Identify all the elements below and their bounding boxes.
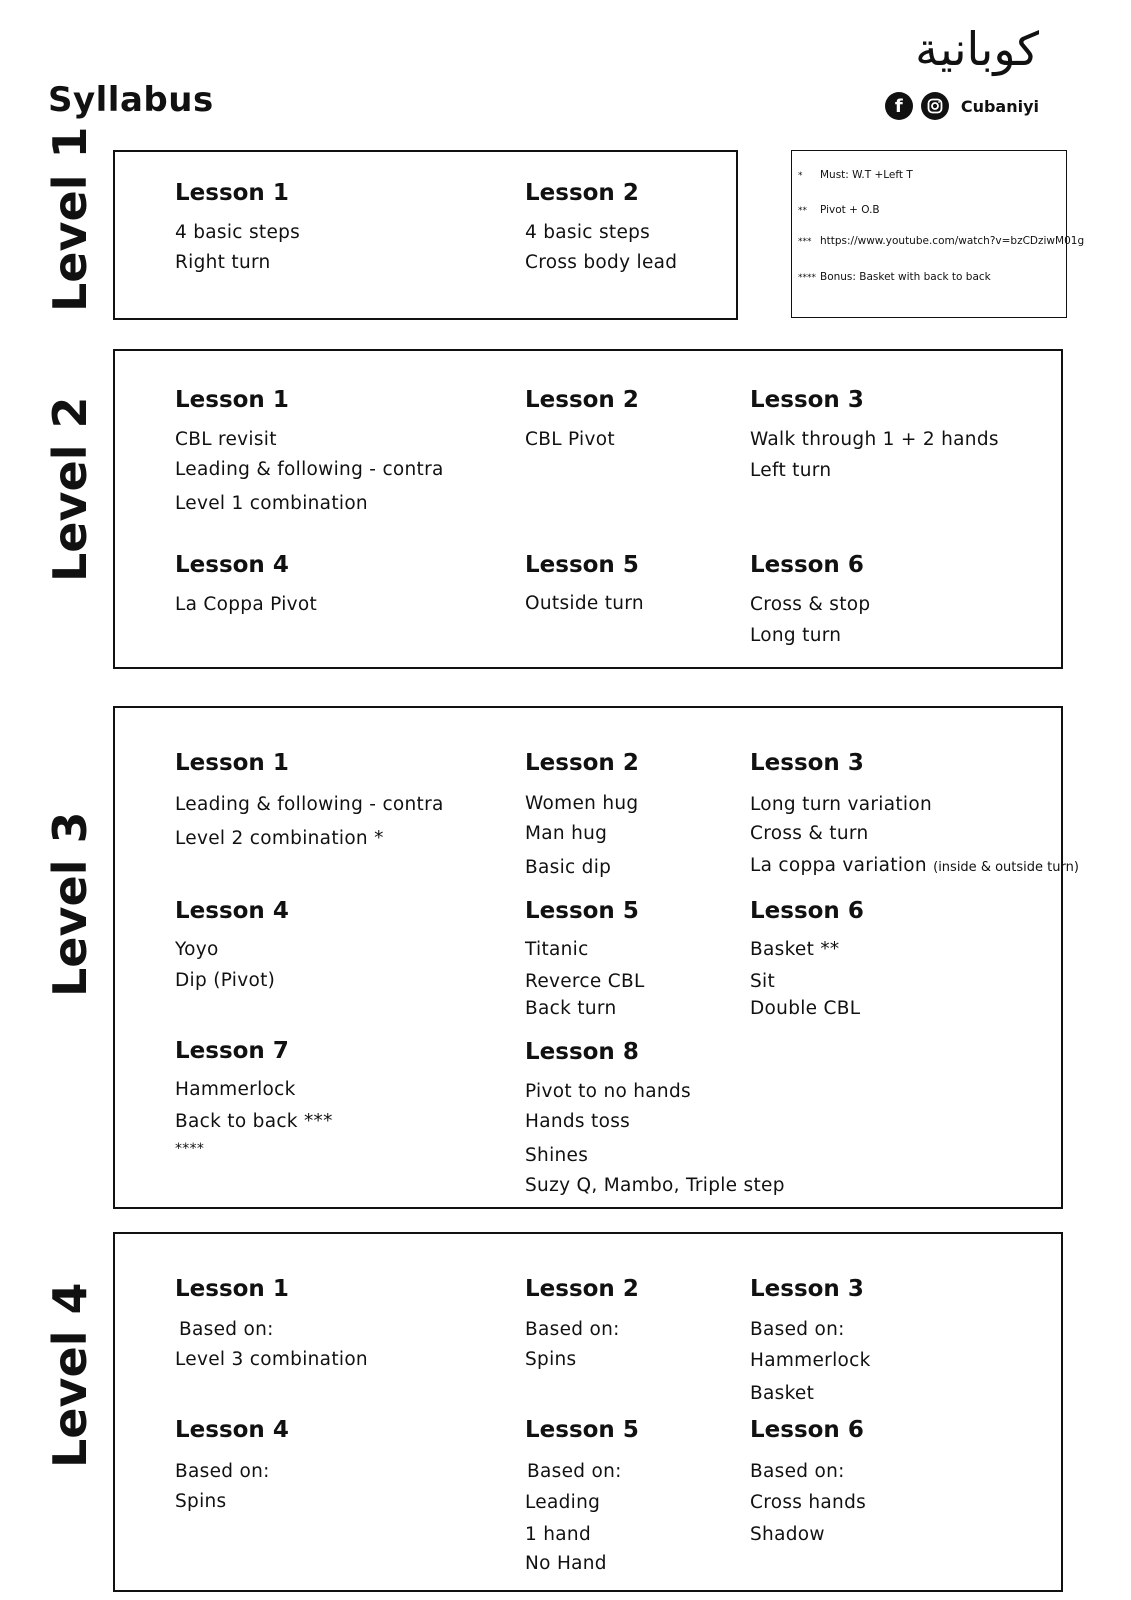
level-2-label: Level 2 bbox=[43, 396, 97, 582]
lesson-item: Reverce CBL bbox=[525, 971, 645, 992]
lesson-item: Hammerlock bbox=[175, 1079, 296, 1100]
lesson-title: Lesson 1 bbox=[175, 750, 289, 776]
lesson-item: Hammerlock bbox=[750, 1350, 871, 1371]
footnote-text: Bonus: Basket with back to back bbox=[820, 271, 991, 283]
lesson-item: Left turn bbox=[750, 460, 832, 481]
lesson-title: Lesson 8 bbox=[525, 1039, 639, 1065]
footnote-link[interactable]: https://www.youtube.com/watch?v=bzCDziwM01g bbox=[820, 235, 1085, 247]
lesson-item: Titanic bbox=[525, 939, 589, 960]
lesson-item: Basket ** bbox=[750, 939, 840, 960]
lesson-title: Lesson 1 bbox=[175, 1276, 289, 1302]
social-handle[interactable]: Cubaniyi bbox=[960, 96, 1039, 116]
lesson-item: Hands toss bbox=[525, 1111, 631, 1132]
lesson-item: **** bbox=[175, 1141, 205, 1157]
lesson-item: Basket bbox=[750, 1383, 815, 1404]
lesson-item: Dip (Pivot) bbox=[175, 970, 276, 991]
level-3-label: Level 3 bbox=[43, 811, 97, 997]
social-links bbox=[885, 92, 1039, 120]
lesson-item: 4 basic steps bbox=[525, 222, 651, 243]
lesson-item: Based on: bbox=[179, 1319, 274, 1340]
lesson-item: Man hug bbox=[525, 823, 608, 844]
lesson-item: 1 hand bbox=[525, 1524, 591, 1545]
lesson-item: Back to back *** bbox=[175, 1111, 333, 1132]
lesson-item: La coppa variation bbox=[750, 855, 927, 876]
lesson-title: Lesson 4 bbox=[175, 552, 289, 578]
lesson-item: Level 1 combination bbox=[175, 493, 368, 514]
lesson-item: CBL Pivot bbox=[525, 429, 615, 450]
lesson-item: Spins bbox=[525, 1349, 577, 1370]
brand-block bbox=[859, 22, 1039, 122]
lesson-item: Based on: bbox=[527, 1461, 622, 1482]
footnote-mark: **** bbox=[798, 273, 816, 283]
lesson-title: Lesson 2 bbox=[525, 387, 639, 413]
level-1-label: Level 1 bbox=[43, 126, 97, 312]
lesson-item: Leading bbox=[525, 1492, 601, 1513]
lesson-item: Long turn bbox=[750, 625, 842, 646]
lesson-title: Lesson 5 bbox=[525, 898, 639, 924]
lesson-item: Based on: bbox=[525, 1319, 620, 1340]
lesson-item: 4 basic steps bbox=[175, 222, 301, 243]
lesson-item: CBL revisit bbox=[175, 429, 277, 450]
lesson-title: Lesson 7 bbox=[175, 1038, 289, 1064]
lesson-title: Lesson 1 bbox=[175, 387, 289, 413]
lesson-title: Lesson 5 bbox=[525, 552, 639, 578]
brand-logo-arabic: كوبانية bbox=[915, 22, 1039, 76]
lesson-item: Pivot to no hands bbox=[525, 1081, 691, 1102]
facebook-icon[interactable]: f bbox=[885, 92, 913, 120]
footnote-mark: *** bbox=[798, 237, 812, 247]
lesson-title: Lesson 3 bbox=[750, 1276, 864, 1302]
lesson-title: Lesson 3 bbox=[750, 750, 864, 776]
lesson-item: Cross hands bbox=[750, 1492, 867, 1513]
lesson-item: Outside turn bbox=[525, 593, 644, 614]
lesson-item: Level 2 combination * bbox=[175, 828, 384, 849]
lesson-item: Cross & turn bbox=[750, 823, 869, 844]
lesson-item: La Coppa Pivot bbox=[175, 594, 318, 615]
lesson-title: Lesson 4 bbox=[175, 898, 289, 924]
lesson-item: Based on: bbox=[175, 1461, 270, 1482]
lesson-item: Cross & stop bbox=[750, 594, 871, 615]
level-3-box bbox=[113, 706, 1079, 1209]
instagram-icon[interactable] bbox=[921, 92, 949, 120]
lesson-title: Lesson 5 bbox=[525, 1417, 639, 1443]
lesson-item: Sit bbox=[750, 971, 776, 992]
level-4-box bbox=[113, 1232, 1063, 1592]
footnote-text: Must: W.T +Left T bbox=[820, 169, 913, 181]
lesson-item: Based on: bbox=[750, 1319, 845, 1340]
lesson-item: Leading & following - contra bbox=[175, 794, 444, 815]
lesson-title: Lesson 1 bbox=[175, 180, 289, 206]
lesson-item: Yoyo bbox=[175, 939, 219, 960]
lesson-item: Women hug bbox=[525, 793, 639, 814]
lesson-item: Suzy Q, Mambo, Triple step bbox=[525, 1175, 785, 1196]
lesson-item: Basic dip bbox=[525, 857, 612, 878]
footnotes-box bbox=[791, 150, 1085, 318]
level-2-box bbox=[113, 349, 1063, 669]
lesson-title: Lesson 2 bbox=[525, 180, 639, 206]
lesson-item: Long turn variation bbox=[750, 794, 933, 815]
lesson-title: Lesson 6 bbox=[750, 552, 864, 578]
lesson-item: Shines bbox=[525, 1145, 589, 1166]
lesson-title: Lesson 2 bbox=[525, 750, 639, 776]
lesson-item: Based on: bbox=[750, 1461, 845, 1482]
footnote-mark: * bbox=[798, 171, 803, 181]
lesson-title: Lesson 6 bbox=[750, 898, 864, 924]
footnote-mark: ** bbox=[798, 206, 807, 216]
lesson-title: Lesson 3 bbox=[750, 387, 864, 413]
lesson-title: Lesson 6 bbox=[750, 1417, 864, 1443]
lesson-item: Back turn bbox=[525, 998, 617, 1019]
lesson-item: Cross body lead bbox=[525, 252, 678, 273]
lesson-item: Level 3 combination bbox=[175, 1349, 368, 1370]
lesson-note: (inside & outside turn) bbox=[933, 860, 1079, 875]
lesson-title: Lesson 4 bbox=[175, 1417, 289, 1443]
footnote-text: Pivot + O.B bbox=[820, 204, 880, 216]
level-1-box bbox=[113, 150, 738, 320]
lesson-item: Right turn bbox=[175, 252, 271, 273]
lesson-item: Double CBL bbox=[750, 998, 861, 1019]
lesson-item: Leading & following - contra bbox=[175, 459, 444, 480]
lesson-item: Shadow bbox=[750, 1524, 825, 1545]
lesson-title: Lesson 2 bbox=[525, 1276, 639, 1302]
level-4-label: Level 4 bbox=[43, 1282, 97, 1468]
lesson-item: No Hand bbox=[525, 1553, 607, 1574]
page-title: Syllabus bbox=[48, 80, 214, 120]
lesson-item: Spins bbox=[175, 1491, 227, 1512]
lesson-item-with-note bbox=[750, 855, 1079, 876]
lesson-item: Walk through 1 + 2 hands bbox=[750, 429, 999, 450]
